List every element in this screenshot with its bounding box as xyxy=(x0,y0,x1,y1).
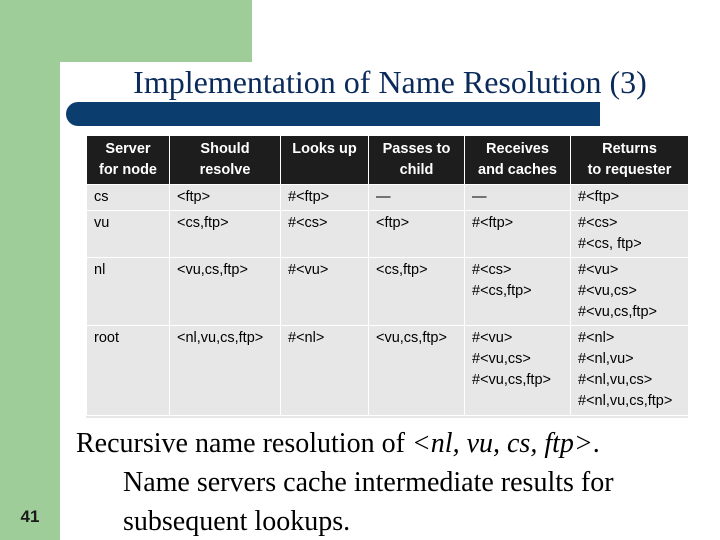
column-header-line: for node xyxy=(99,162,157,178)
column-header-line: Returns xyxy=(602,141,657,157)
table-cell xyxy=(281,185,369,211)
column-header-line: resolve xyxy=(199,162,251,178)
cell-line: #<nl,vu> xyxy=(578,351,634,367)
table-cell xyxy=(281,326,369,416)
slide-title: Implementation of Name Resolution (3) xyxy=(133,64,647,100)
cell-line: root xyxy=(94,330,119,346)
cell-line: #<vu,cs,ftp> xyxy=(578,304,657,320)
column-header-line: child xyxy=(399,162,434,178)
cell-line: #<vu> xyxy=(578,262,619,278)
table-cell xyxy=(465,185,571,211)
table-cell xyxy=(465,258,571,326)
table-cell xyxy=(571,326,689,416)
table-cell xyxy=(87,211,170,258)
cell-line: #<vu,cs> xyxy=(472,351,531,367)
cell-line: <vu,cs,ftp> xyxy=(177,262,248,278)
table-body xyxy=(87,185,689,416)
cell-line: cs xyxy=(94,189,109,205)
table-cell xyxy=(170,258,281,326)
cell-line: — xyxy=(472,189,487,205)
cell-line: #<nl,vu,cs,ftp> xyxy=(578,393,673,409)
table-cell xyxy=(170,185,281,211)
caption-prefix: Recursive name resolution of xyxy=(76,428,412,459)
table-row xyxy=(87,326,689,416)
caption-line-2: Name servers cache intermediate results for xyxy=(123,467,614,498)
caption-name: <nl, vu, cs, ftp> xyxy=(411,428,593,459)
cell-line: #<cs> xyxy=(578,215,618,231)
slide-number: 41 xyxy=(20,507,40,526)
table-cell xyxy=(369,326,465,416)
cell-line: #<vu,cs> xyxy=(578,283,637,299)
cell-line: — xyxy=(376,189,391,205)
table-cell xyxy=(465,326,571,416)
cell-line: <nl,vu,cs,ftp> xyxy=(177,330,264,346)
column-header-line: to requester xyxy=(587,162,672,178)
cell-line: #<vu> xyxy=(288,262,329,278)
table-row xyxy=(87,185,689,211)
table-cell xyxy=(571,185,689,211)
cell-line: #<cs,ftp> xyxy=(472,283,532,299)
cell-line: #<cs> xyxy=(472,262,512,278)
column-header-line: and caches xyxy=(478,162,557,178)
cell-line: nl xyxy=(94,262,106,278)
cell-line: #<cs, ftp> xyxy=(578,236,642,252)
column-header-line: Server xyxy=(105,141,151,157)
cell-line: #<nl,vu,cs> xyxy=(578,372,653,388)
slide-caption xyxy=(76,424,716,540)
cell-line: #<ftp> xyxy=(472,215,514,231)
cell-line: <vu,cs,ftp> xyxy=(376,330,447,346)
column-header xyxy=(281,136,369,185)
table-cell xyxy=(369,185,465,211)
cell-line: #<cs> xyxy=(288,215,328,231)
title-underline-bar xyxy=(66,102,600,126)
table-cell xyxy=(87,258,170,326)
caption-suffix: . xyxy=(592,428,600,459)
table-cell xyxy=(281,211,369,258)
table-header-row xyxy=(87,136,689,185)
table-row xyxy=(87,258,689,326)
resolution-table-container xyxy=(86,135,688,418)
table-row xyxy=(87,211,689,258)
column-header xyxy=(87,136,170,185)
cell-line: <ftp> xyxy=(376,215,410,231)
column-header-line: Receives xyxy=(486,141,549,157)
left-accent-band xyxy=(0,0,60,540)
cell-line: #<vu> xyxy=(472,330,513,346)
column-header-line: Looks up xyxy=(292,141,357,157)
cell-line: <cs,ftp> xyxy=(376,262,428,278)
cell-line: vu xyxy=(94,215,110,231)
table-cell xyxy=(465,211,571,258)
table-cell xyxy=(281,258,369,326)
column-header-line: Passes to xyxy=(382,141,451,157)
cell-line: #<vu,cs,ftp> xyxy=(472,372,551,388)
cell-line: <cs,ftp> xyxy=(177,215,229,231)
column-header xyxy=(571,136,689,185)
caption-line-3: subsequent lookups. xyxy=(123,506,351,537)
table-cell xyxy=(571,211,689,258)
cell-line: <ftp> xyxy=(177,189,211,205)
table-cell xyxy=(87,185,170,211)
table-cell xyxy=(369,211,465,258)
table-cell xyxy=(369,258,465,326)
table-cell xyxy=(571,258,689,326)
column-header xyxy=(369,136,465,185)
cell-line: #<nl> xyxy=(578,330,615,346)
table-cell xyxy=(170,326,281,416)
table-cell xyxy=(87,326,170,416)
column-header-line: Should xyxy=(200,141,250,157)
table-cell xyxy=(170,211,281,258)
resolution-table xyxy=(86,135,689,416)
cell-line: #<nl> xyxy=(288,330,325,346)
top-accent-band xyxy=(0,0,252,62)
column-header xyxy=(465,136,571,185)
cell-line: #<ftp> xyxy=(288,189,330,205)
column-header xyxy=(170,136,281,185)
cell-line: #<ftp> xyxy=(578,189,620,205)
